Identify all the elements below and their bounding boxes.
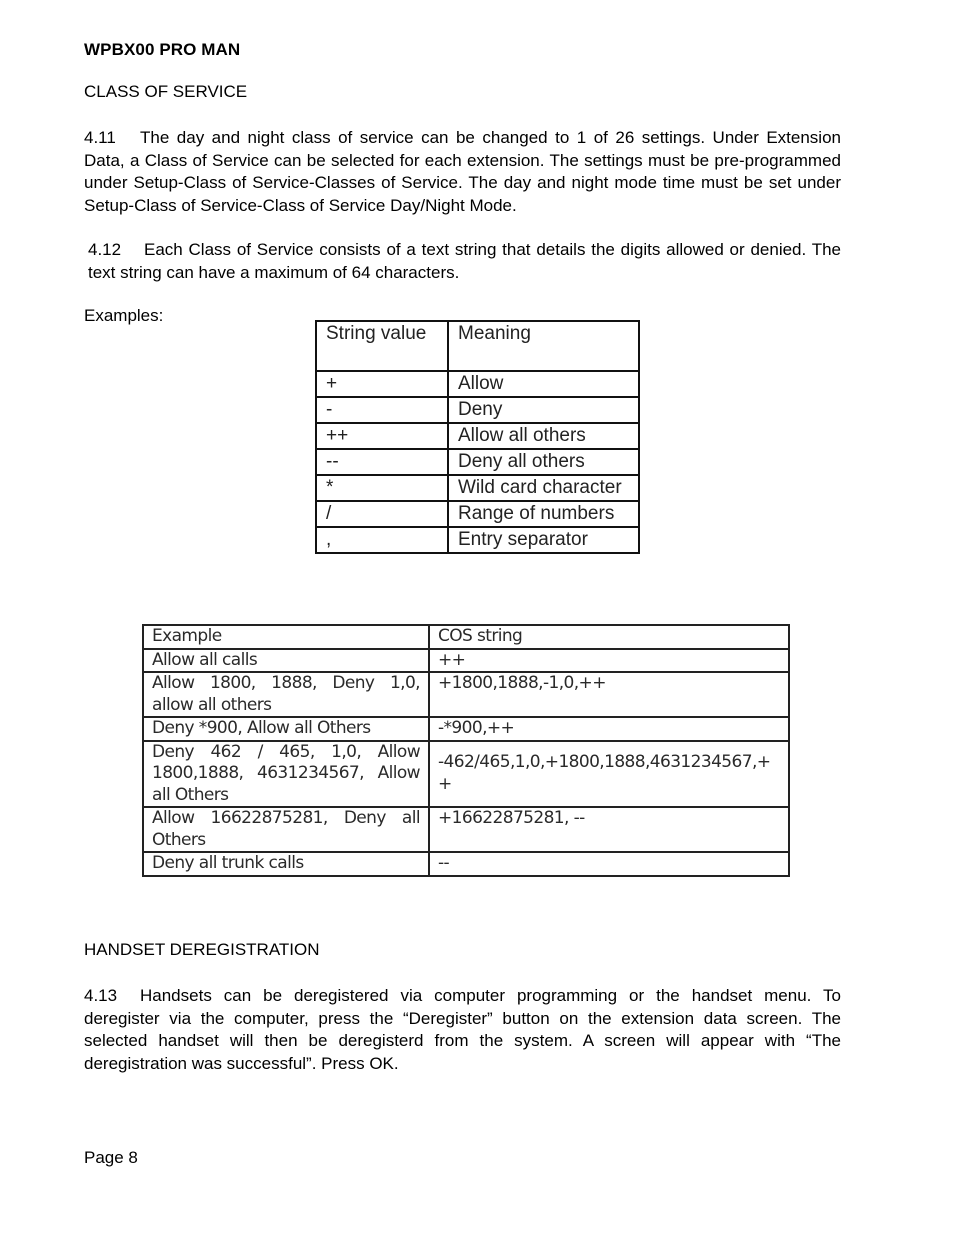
- meaning-cell: Wild card character: [448, 475, 639, 501]
- string-value-cell: ,: [316, 527, 448, 553]
- string-value-cell: -: [316, 397, 448, 423]
- examples-label: Examples:: [84, 306, 164, 325]
- meaning-cell: Allow all others: [448, 423, 639, 449]
- meaning-cell: Allow: [448, 371, 639, 397]
- paragraph-text: The day and night class of service can be changed to 1 of 26 settings. Under Extension Data, a Class of Service can be selected for each extension. The settings must be pre-programmed under Setup-Class of Service-Classes of Service. The day and night mode time must be set under Setup-Class of Service-Class of Service Day/Night Mode.: [84, 128, 841, 215]
- header-cell-string-value: String value: [316, 321, 448, 371]
- cos-string-cell: --: [429, 852, 789, 876]
- string-value-cell: *: [316, 475, 448, 501]
- section-heading-class-of-service: CLASS OF SERVICE: [84, 82, 248, 101]
- cos-string-cell: +16622875281, --: [429, 807, 789, 852]
- cos-string-cell: -*900,++: [429, 717, 789, 741]
- header-cell-cos-string: COS string: [429, 625, 789, 649]
- meaning-cell: Range of numbers: [448, 501, 639, 527]
- table-header-row: [143, 625, 789, 649]
- cos-example-table: [142, 624, 790, 877]
- table-row: [143, 852, 789, 876]
- table-row: [316, 449, 639, 475]
- string-value-cell: ++: [316, 423, 448, 449]
- meaning-cell: Entry separator: [448, 527, 639, 553]
- table-row: [143, 807, 789, 852]
- meaning-cell: Deny: [448, 397, 639, 423]
- cos-string-cell: -462/465,1,0,+1800,1888,4631234567,++: [429, 741, 789, 808]
- page-number: Page 8: [84, 1148, 138, 1167]
- table-row: [316, 371, 639, 397]
- table-row: [143, 649, 789, 673]
- cos-string-cell: ++: [429, 649, 789, 673]
- example-cell: Allow 1800, 1888, Deny 1,0, allow all others: [143, 672, 429, 717]
- string-value-table: [315, 320, 640, 554]
- table-row: [316, 475, 639, 501]
- paragraph-number: 4.12: [88, 240, 122, 259]
- paragraph-number: 4.11: [84, 128, 116, 147]
- example-cell: Deny 462 / 465, 1,0, Allow 1800,1888, 4631234567, Allow all Others: [143, 741, 429, 808]
- section-heading-handset-deregistration: HANDSET DEREGISTRATION: [84, 940, 320, 959]
- example-cell: Deny *900, Allow all Others: [143, 717, 429, 741]
- table-header-row: [316, 321, 639, 371]
- table-row: [143, 672, 789, 717]
- string-value-cell: +: [316, 371, 448, 397]
- paragraph-4-12: [88, 239, 841, 284]
- table-row: [316, 397, 639, 423]
- table-row: [316, 423, 639, 449]
- example-cell: Allow all calls: [143, 649, 429, 673]
- cos-string-cell: +1800,1888,-1,0,++: [429, 672, 789, 717]
- table-row: [316, 501, 639, 527]
- string-value-cell: --: [316, 449, 448, 475]
- meaning-cell: Deny all others: [448, 449, 639, 475]
- header-cell-meaning: Meaning: [448, 321, 639, 371]
- table-row: [143, 741, 789, 808]
- paragraph-4-13: [84, 985, 841, 1075]
- paragraph-text: Each Class of Service consists of a text string that details the digits allowed or denied. The text string can have a maximum of 64 characters.: [88, 240, 841, 282]
- example-cell: Deny all trunk calls: [143, 852, 429, 876]
- header-cell-example: Example: [143, 625, 429, 649]
- paragraph-number: 4.13: [84, 986, 118, 1005]
- string-value-cell: /: [316, 501, 448, 527]
- table-row: [143, 717, 789, 741]
- example-cell: Allow 16622875281, Deny all Others: [143, 807, 429, 852]
- paragraph-text: Handsets can be deregistered via computer programming or the handset menu. To deregister via the computer, press the “Deregister” button on the extension data screen. The selected handset will then be deregisterd from the system. A screen will appear with “The deregistration was successful”. Press OK.: [84, 986, 841, 1073]
- table-row: [316, 527, 639, 553]
- page-header-title: WPBX00 PRO MAN: [84, 40, 241, 59]
- paragraph-4-11: [84, 127, 841, 217]
